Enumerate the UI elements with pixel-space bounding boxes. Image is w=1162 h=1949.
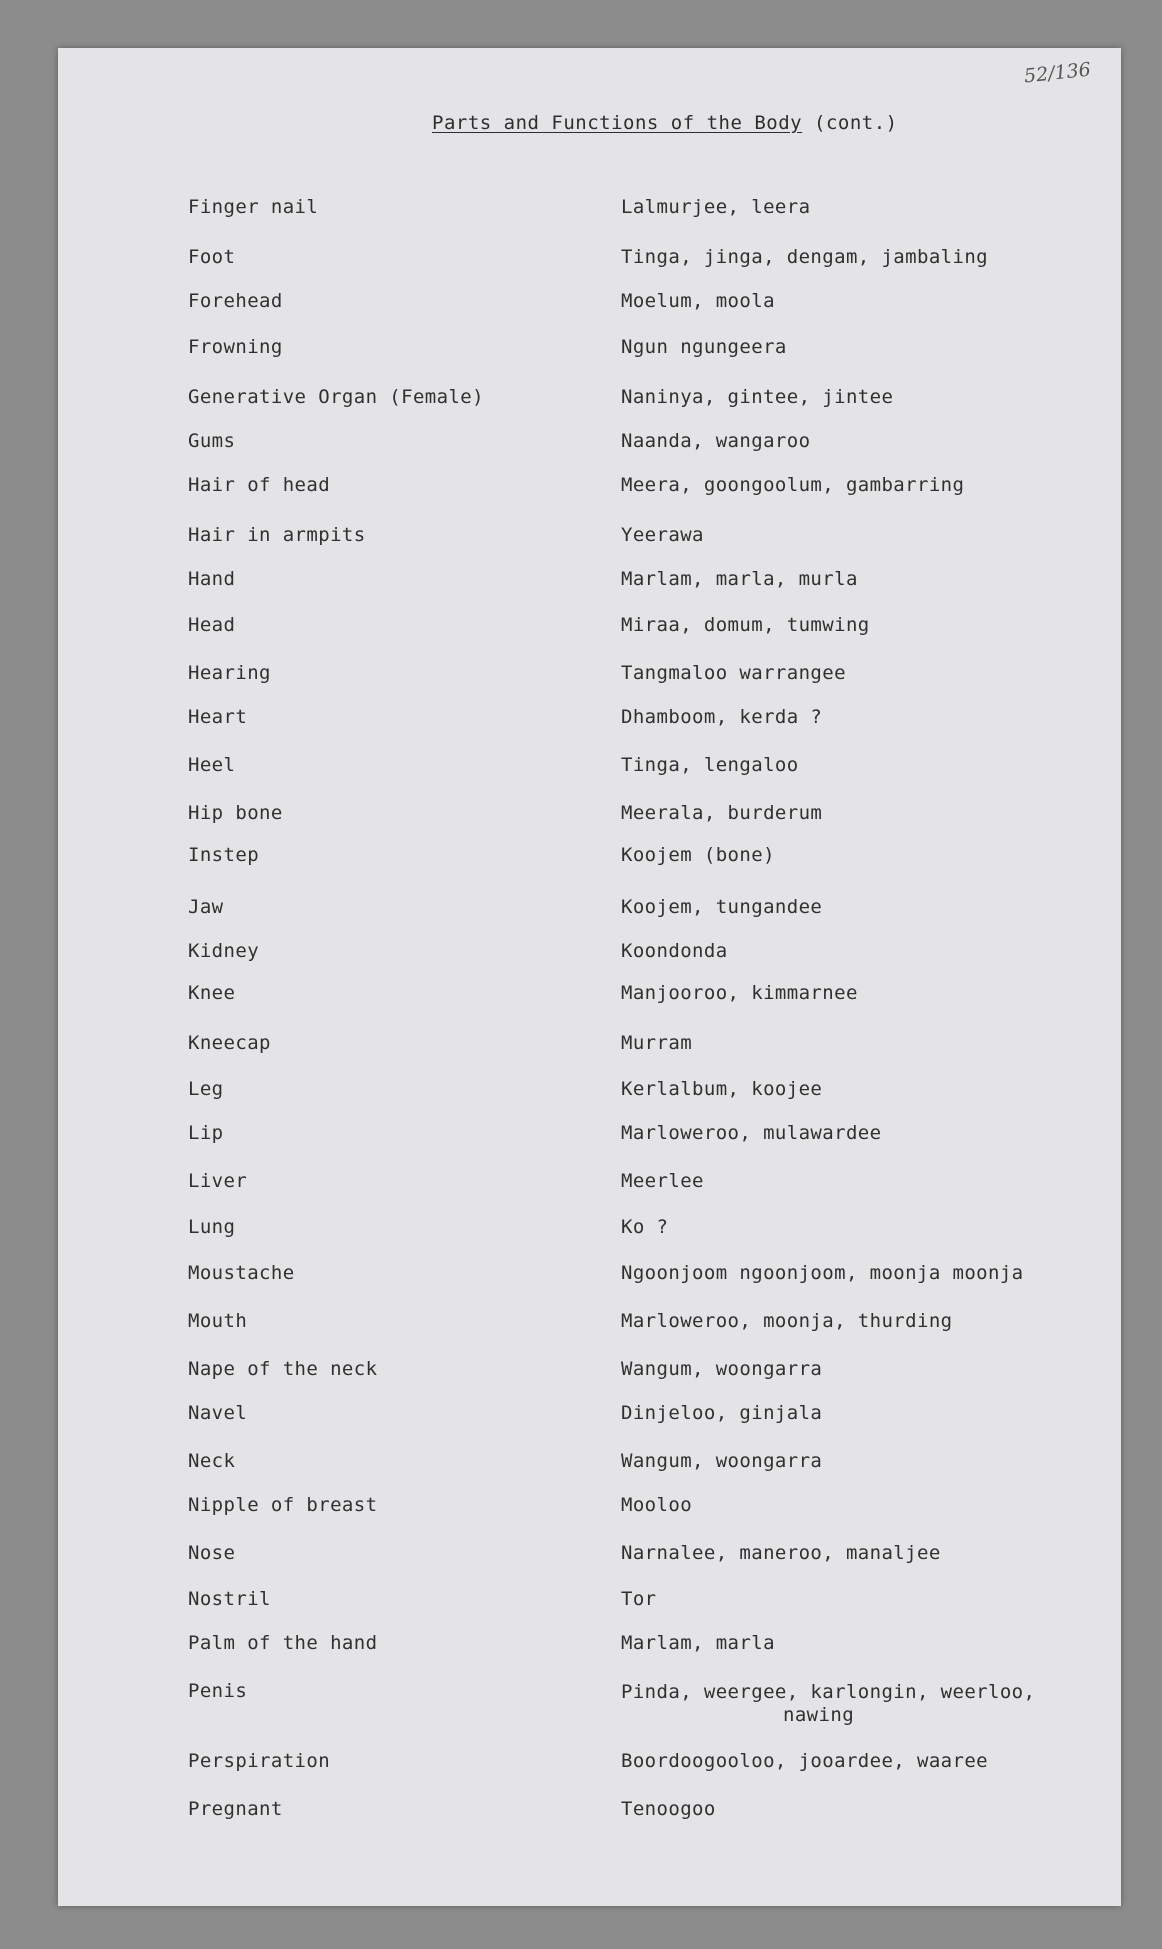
entry-term: Heel <box>188 754 236 776</box>
entry-term: Hand <box>188 568 236 590</box>
entry-definition: Meerala, burderum <box>621 802 823 824</box>
entry-definition: Murram <box>621 1032 693 1054</box>
entry-row <box>58 1750 1121 1784</box>
entry-term: Finger nail <box>188 196 319 218</box>
page-title-main: Parts and Functions of the Body <box>432 112 803 134</box>
entry-term: Pregnant <box>188 1798 283 1820</box>
entry-row <box>58 1358 1121 1392</box>
entry-definition: Meera, goongoolum, gambarring <box>621 474 965 496</box>
entry-term: Mouth <box>188 1310 248 1332</box>
entry-row <box>58 1170 1121 1204</box>
entry-definition: Tinga, jinga, dengam, jambaling <box>621 246 989 268</box>
entry-row <box>58 568 1121 602</box>
entry-term: Nose <box>188 1542 236 1564</box>
entry-definition-continuation: nawing <box>783 1704 855 1726</box>
entry-row <box>58 614 1121 648</box>
entry-row <box>58 196 1121 230</box>
entry-row <box>58 896 1121 930</box>
entry-term: Lung <box>188 1216 236 1238</box>
entry-term: Knee <box>188 982 236 1004</box>
entry-definition: Tangmaloo warrangee <box>621 662 846 684</box>
entry-term: Nape of the neck <box>188 1358 378 1380</box>
entry-term: Hip bone <box>188 802 283 824</box>
entry-definition: Koojem, tungandee <box>621 896 823 918</box>
entry-row <box>58 290 1121 324</box>
entry-term: Frowning <box>188 336 283 358</box>
entry-definition: Manjooroo, kimmarnee <box>621 982 858 1004</box>
entry-row <box>58 1402 1121 1436</box>
entry-row <box>58 1032 1121 1066</box>
folio-number: 52/136 <box>1023 58 1092 88</box>
entry-term: Heart <box>188 706 248 728</box>
entry-definition: Marloweroo, mulawardee <box>621 1122 882 1144</box>
entry-row <box>58 430 1121 464</box>
entry-definition: Tinga, lengaloo <box>621 754 799 776</box>
entry-definition: Narnalee, maneroo, manaljee <box>621 1542 941 1564</box>
entry-term: Nostril <box>188 1588 271 1610</box>
entry-row <box>58 474 1121 508</box>
entry-definition: Meerlee <box>621 1170 704 1192</box>
entry-row <box>58 1680 1121 1740</box>
page-title <box>432 112 898 134</box>
entry-definition: Dhamboom, kerda ? <box>621 706 823 728</box>
entry-row <box>58 1216 1121 1250</box>
entry-definition: Marlam, marla <box>621 1632 775 1654</box>
entry-definition: Naninya, gintee, jintee <box>621 386 894 408</box>
entry-definition <box>621 1680 1035 1726</box>
entry-row <box>58 386 1121 420</box>
entry-definition: Yeerawa <box>621 524 704 546</box>
entry-definition: Wangum, woongarra <box>621 1450 823 1472</box>
entry-term: Hair in armpits <box>188 524 366 546</box>
entry-row <box>58 802 1121 836</box>
entry-definition-line: Pinda, weergee, karlongin, weerloo, <box>621 1681 1036 1703</box>
entry-definition: Mooloo <box>621 1494 693 1516</box>
entry-row <box>58 1122 1121 1156</box>
entry-definition: Koojem (bone) <box>621 844 775 866</box>
entry-term: Palm of the hand <box>188 1632 378 1654</box>
entry-row <box>58 662 1121 696</box>
entry-definition: Dinjeloo, ginjala <box>621 1402 823 1424</box>
entry-term: Lip <box>188 1122 224 1144</box>
entry-term: Hair of head <box>188 474 331 496</box>
entry-row <box>58 1632 1121 1666</box>
page-title-suffix: (cont.) <box>802 112 898 134</box>
entry-row <box>58 1542 1121 1576</box>
entry-row <box>58 1262 1121 1296</box>
entry-row <box>58 844 1121 878</box>
entry-term: Nipple of breast <box>188 1494 378 1516</box>
entry-term: Kidney <box>188 940 260 962</box>
entry-definition: Ngoonjoom ngoonjoom, moonja moonja <box>621 1262 1024 1284</box>
entry-term: Jaw <box>188 896 224 918</box>
entry-definition: Tenoogoo <box>621 1798 716 1820</box>
entry-row <box>58 336 1121 370</box>
entry-row <box>58 940 1121 974</box>
entry-term: Perspiration <box>188 1750 331 1772</box>
entry-definition: Ngun ngungeera <box>621 336 787 358</box>
entry-term: Gums <box>188 430 236 452</box>
entry-definition: Marloweroo, moonja, thurding <box>621 1310 953 1332</box>
entry-definition: Kerlalbum, koojee <box>621 1078 823 1100</box>
entry-row <box>58 706 1121 740</box>
entry-term: Hearing <box>188 662 271 684</box>
entry-term: Generative Organ (Female) <box>188 386 484 408</box>
entry-row <box>58 1798 1121 1832</box>
entry-row <box>58 1310 1121 1344</box>
entry-row <box>58 1588 1121 1622</box>
entry-definition: Tor <box>621 1588 657 1610</box>
entry-row <box>58 982 1121 1016</box>
entry-definition: Naanda, wangaroo <box>621 430 811 452</box>
entry-definition: Moelum, moola <box>621 290 775 312</box>
entry-row <box>58 1494 1121 1528</box>
entry-row <box>58 246 1121 280</box>
entry-term: Head <box>188 614 236 636</box>
entry-term: Penis <box>188 1680 248 1702</box>
entry-definition: Koondonda <box>621 940 728 962</box>
entry-definition: Ko ? <box>621 1216 669 1238</box>
entry-row <box>58 1450 1121 1484</box>
entry-term: Liver <box>188 1170 248 1192</box>
entry-definition: Miraa, domum, tumwing <box>621 614 870 636</box>
entry-row <box>58 524 1121 558</box>
entry-term: Moustache <box>188 1262 295 1284</box>
entry-definition: Wangum, woongarra <box>621 1358 823 1380</box>
entry-definition: Boordoogooloo, jooardee, waaree <box>621 1750 989 1772</box>
entry-term: Neck <box>188 1450 236 1472</box>
entry-term: Instep <box>188 844 260 866</box>
entry-term: Leg <box>188 1078 224 1100</box>
entry-row <box>58 754 1121 788</box>
entry-term: Navel <box>188 1402 248 1424</box>
entry-definition: Marlam, marla, murla <box>621 568 858 590</box>
document-page <box>58 48 1121 1906</box>
entry-row <box>58 1078 1121 1112</box>
entry-term: Forehead <box>188 290 283 312</box>
entry-term: Foot <box>188 246 236 268</box>
entry-definition: Lalmurjee, leera <box>621 196 811 218</box>
entry-term: Kneecap <box>188 1032 271 1054</box>
